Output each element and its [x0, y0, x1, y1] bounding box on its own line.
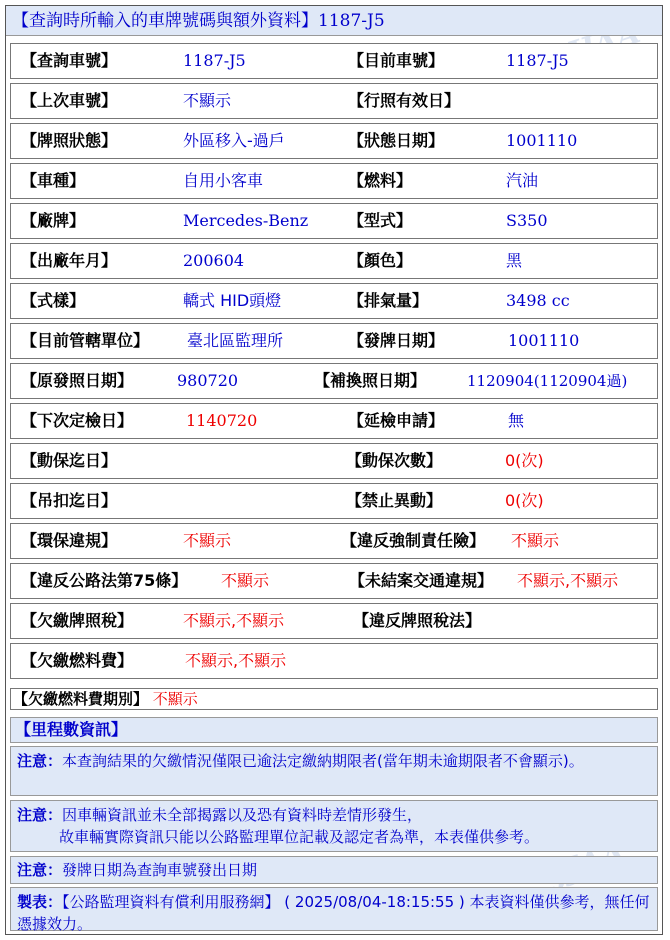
field-row [10, 443, 658, 479]
field-value: 不顯示,不顯示 [185, 651, 287, 670]
field-label: 【環保違規】 [21, 531, 118, 550]
field-value: 臺北區監理所 [187, 331, 284, 350]
field-label: 【下次定檢日】 [21, 411, 134, 430]
field-label: 【發牌日期】 [348, 331, 445, 350]
field-value: 1001110 [508, 331, 580, 350]
field-label: 【目前管轄單位】 [21, 331, 150, 350]
fuel-period-value: 不顯示 [152, 690, 198, 708]
field-value: 1187-J5 [183, 51, 246, 70]
field-label: 【狀態日期】 [348, 131, 445, 150]
field-value: 不顯示,不顯示 [183, 611, 285, 630]
note-box [10, 856, 658, 884]
field-row [10, 483, 658, 519]
field-label: 【違反公路法第75條】 [21, 571, 188, 590]
field-label: 【型式】 [348, 211, 413, 230]
field-row [10, 123, 658, 159]
report-card [5, 5, 663, 935]
field-value: 外區移入-過戶 [183, 131, 285, 150]
field-value: 1001110 [506, 131, 578, 150]
field-label: 【動保次數】 [346, 451, 443, 470]
field-value: 980720 [177, 371, 239, 390]
footer-box [10, 887, 658, 931]
field-label: 【原發照日期】 [21, 371, 134, 390]
field-label: 【燃料】 [348, 171, 413, 190]
field-label: 【車種】 [21, 171, 86, 190]
field-value: S350 [506, 211, 548, 230]
field-value: 汽油 [506, 171, 539, 190]
page-title [6, 6, 662, 36]
field-label: 【出廠年月】 [21, 251, 118, 270]
field-row [10, 643, 658, 679]
note-text: 發牌日期為查詢車號發出日期 [62, 861, 258, 879]
note-text: 故車輛實際資訊只能以公路監理單位記載及認定者為準，本表僅供參考。 [59, 828, 540, 846]
field-value: 黑 [506, 251, 523, 270]
field-label: 【動保迄日】 [21, 451, 118, 470]
field-value: 轎式 HID頭燈 [183, 291, 282, 310]
field-label: 【牌照狀態】 [21, 131, 118, 150]
fuel-period-row [10, 688, 658, 710]
field-value: 無 [508, 411, 525, 430]
note-label: 注意： [17, 752, 63, 770]
field-value: 1187-J5 [506, 51, 569, 70]
title-label: 【查詢時所輸入的車牌號碼與額外資料】 [12, 11, 318, 31]
field-row [10, 563, 658, 599]
field-value: 自用小客車 [183, 171, 264, 190]
field-label: 【補換照日期】 [314, 371, 427, 390]
field-row [10, 603, 658, 639]
field-label: 【查詢車號】 [21, 51, 118, 70]
field-label: 【欠繳燃料費】 [21, 651, 134, 670]
footer-label: 製表： [17, 893, 63, 911]
field-value: 不顯示 [221, 571, 270, 590]
note-label: 注意： [17, 861, 63, 879]
note-box [10, 746, 658, 796]
field-value: 0(次) [505, 451, 544, 470]
field-label: 【排氣量】 [348, 291, 429, 310]
mileage-section-header: 【里程數資訊】 [10, 717, 658, 743]
field-label: 【行照有效日】 [348, 91, 461, 110]
footer-text: 【公路監理資料有償利用服務網】 ( 2025/08/04-18:15:55 ) 本表資料僅供參考，無任何憑據效力。 [17, 893, 650, 933]
field-label: 【違反強制責任險】 [341, 531, 486, 550]
field-value: 不顯示 [183, 531, 232, 550]
field-value: 1140720 [186, 411, 258, 430]
field-value: 3498 cc [506, 291, 570, 310]
field-row [10, 163, 658, 199]
field-value: 不顯示 [511, 531, 560, 550]
note-box [10, 800, 658, 852]
field-value: 1120904(1120904過) [467, 372, 628, 390]
title-plate: 1187-J5 [318, 11, 385, 31]
field-row [10, 523, 658, 559]
field-label: 【禁止異動】 [346, 491, 443, 510]
field-label: 【延檢申請】 [348, 411, 445, 430]
field-label: 【吊扣迄日】 [21, 491, 118, 510]
field-label: 【式樣】 [21, 291, 86, 310]
field-value: Mercedes-Benz [183, 211, 309, 230]
field-row [10, 243, 658, 279]
field-row [10, 43, 658, 79]
field-row [10, 83, 658, 119]
field-row [10, 403, 658, 439]
field-label: 【欠繳牌照稅】 [21, 611, 134, 630]
field-value: 不顯示,不顯示 [517, 571, 619, 590]
field-label: 【顏色】 [348, 251, 413, 270]
field-value: 不顯示 [183, 91, 232, 110]
field-row [10, 283, 658, 319]
note-label: 注意： [17, 806, 63, 824]
field-label: 【廠牌】 [21, 211, 86, 230]
field-value: 200604 [183, 251, 245, 270]
field-row [10, 363, 658, 399]
field-label: 【違反牌照稅法】 [353, 611, 482, 630]
note-text: 本查詢結果的欠繳情況僅限已逾法定繳納期限者(當年期未逾期限者不會顯示)。 [62, 752, 584, 770]
field-label: 【未結案交通違規】 [349, 571, 494, 590]
note-text: 因車輛資訊並未全部揭露以及恐有資料時差情形發生， [62, 806, 423, 824]
fuel-period-label: 【欠繳燃料費期別】 [13, 690, 149, 708]
field-label: 【上次車號】 [21, 91, 118, 110]
field-label: 【目前車號】 [348, 51, 445, 70]
field-value: 0(次) [505, 491, 544, 510]
field-row [10, 203, 658, 239]
field-row [10, 323, 658, 359]
